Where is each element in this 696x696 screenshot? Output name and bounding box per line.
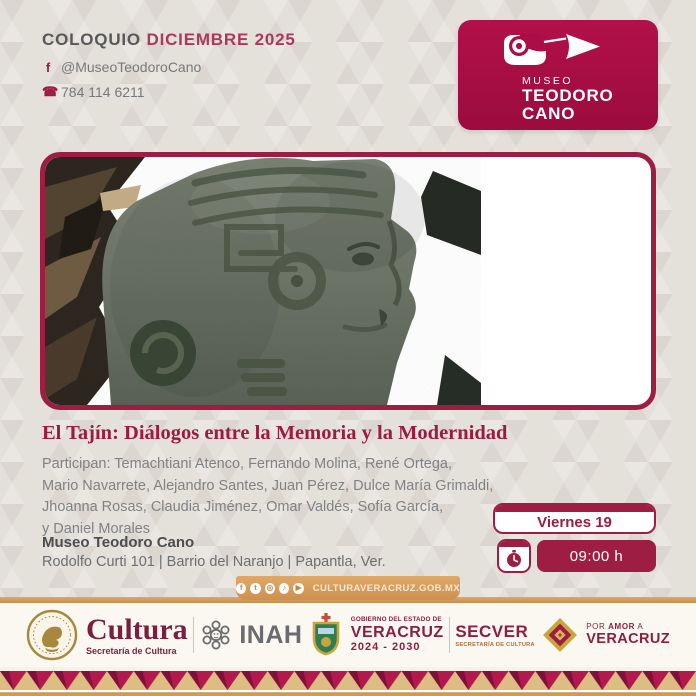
cultura-logo — [26, 609, 188, 661]
por-amor-diamond-icon — [540, 615, 580, 655]
youtube-icon[interactable]: ▶ — [293, 583, 303, 594]
participants-line: Mario Navarrete, Alejandro Santes, Juan Pérez, Dulce María Grimaldi, — [42, 477, 494, 494]
clock-tile — [497, 539, 531, 573]
por-amor-line2: VERACRUZ — [586, 630, 670, 647]
museum-logo-name2: CANO — [522, 103, 576, 123]
secver-logo — [455, 622, 535, 648]
inah-emblem-icon — [199, 618, 233, 652]
cultura-wordmark: Cultura — [86, 612, 188, 646]
institutional-footer — [0, 603, 696, 667]
participants-list — [42, 454, 493, 540]
venue-address: Rodolfo Curti 101 | Barrio del Naranjo | Papantla, Ver. — [42, 554, 386, 570]
museum-logo-museo: MUSEO — [522, 75, 574, 87]
por-amor-logo — [540, 615, 670, 655]
participants-line: Participan: Temachtiani Atenco, Fernando Molina, René Ortega, — [42, 456, 452, 472]
phone-icon: ☎ — [42, 84, 59, 99]
website-url[interactable]: CULTURAVERACRUZ.GOB.MX — [312, 582, 460, 594]
participants-line: Jhoanna Rosas, Claudia Jiménez, Omar Valdés, Sofía García, — [42, 499, 444, 515]
day-badge — [493, 503, 656, 534]
event-type-and-date — [42, 30, 296, 50]
mexico-seal-icon — [26, 609, 78, 661]
participants-line: y Daniel Morales — [42, 520, 150, 537]
facebook-icon[interactable]: f — [236, 583, 246, 594]
cultura-subtitle: Secretaría de Cultura — [86, 645, 177, 656]
facebook-icon: f — [45, 59, 51, 75]
tiktok-icon[interactable]: ♪ — [279, 583, 289, 594]
veracruz-gov-logo — [308, 612, 444, 658]
social-banner[interactable] — [236, 576, 460, 600]
zigzag-border — [0, 667, 696, 696]
time-badge: 09:00 h — [537, 540, 656, 572]
photo-frame — [40, 152, 656, 410]
event-title: El Tajín: Diálogos entre la Memoria y la Modernidad — [42, 422, 508, 444]
inah-wordmark: INAH — [239, 620, 303, 649]
gov-line3: 2024 - 2030 — [350, 641, 421, 654]
header — [42, 30, 296, 100]
clock-icon — [504, 549, 524, 569]
phone-number[interactable]: 784 114 6211 — [61, 84, 145, 100]
gov-line1: GOBIERNO DEL ESTADO DE — [350, 615, 442, 623]
facebook-handle[interactable]: @MuseoTeodoroCano — [61, 59, 202, 75]
event-date-label: DICIEMBRE 2025 — [146, 30, 296, 49]
footer-divider — [193, 617, 194, 653]
phone-row[interactable] — [42, 84, 296, 100]
inah-logo — [199, 618, 302, 652]
por-amor-line1: POR AMOR A — [586, 622, 644, 632]
museum-logo-card — [458, 20, 658, 130]
secver-subtitle: SECRETARÍA DE CULTURA — [455, 641, 535, 648]
gov-line2: VERACRUZ — [350, 623, 444, 641]
clock-tile-top-bar — [499, 541, 529, 547]
tajin-sculpture-photo — [45, 157, 481, 405]
facebook-row[interactable] — [42, 59, 296, 75]
museum-logo-text — [522, 76, 658, 123]
footer-divider — [449, 617, 450, 653]
twitter-icon[interactable]: t — [250, 583, 260, 594]
venue-name: Museo Teodoro Cano — [42, 534, 195, 551]
day-badge-top-bar — [495, 505, 654, 512]
zigzag-pattern — [0, 667, 696, 696]
secver-wordmark: SECVER — [455, 622, 529, 642]
instagram-icon[interactable]: ◎ — [266, 583, 274, 593]
event-type-label: COLOQUIO — [42, 30, 141, 49]
day-badge-label: Viernes 19 — [537, 514, 612, 531]
museum-logo-name1: TEODORO — [522, 86, 614, 106]
museum-camera-flag-icon — [500, 33, 618, 67]
veracruz-shield-icon — [308, 612, 344, 658]
